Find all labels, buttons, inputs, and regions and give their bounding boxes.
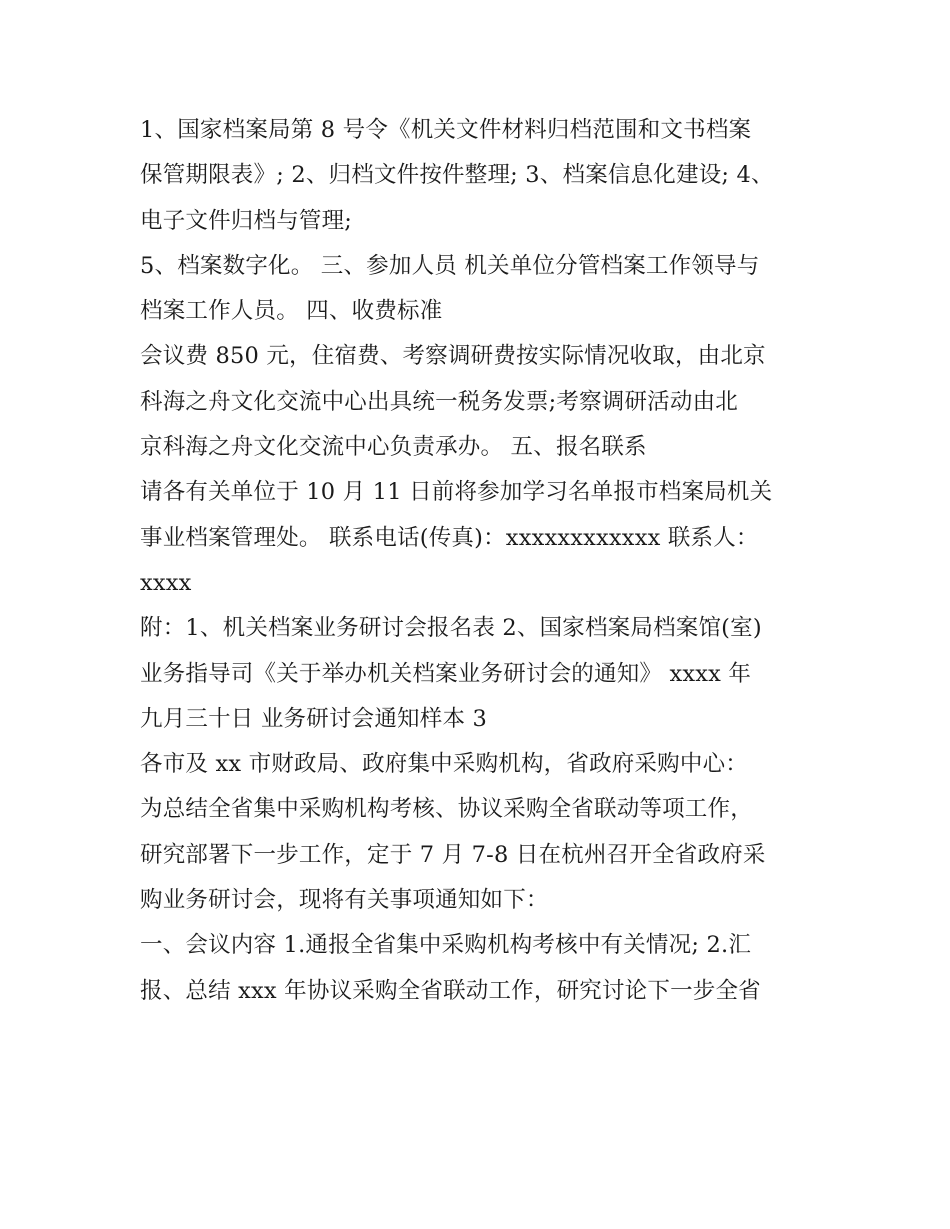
text-line: xxxx — [140, 569, 192, 596]
text-line: 电子文件归档与管理; — [140, 207, 353, 234]
text-line: 报、总结 xxx 年协议采购全省联动工作，研究讨论下一步全省 — [140, 977, 761, 1004]
text-line: 请各有关单位于 10 月 11 日前将参加学习名单报市档案局机关 — [140, 479, 773, 506]
text-line: 九月三十日 业务研讨会通知样本 3 — [140, 705, 488, 732]
text-line: 档案工作人员。 四、收费标准 — [140, 298, 443, 325]
document-body — [140, 108, 820, 1014]
text-line: 保管期限表》; 2、归档文件按件整理; 3、档案信息化建设; 4、 — [140, 162, 774, 189]
text-line: 1、国家档案局第 8 号令《机关文件材料归档范围和文书档案 — [140, 117, 752, 143]
text-line: 各市及 xx 市财政局、政府集中采购机构，省政府采购中心： — [140, 751, 748, 778]
text-line: 一、会议内容 1.通报全省集中采购机构考核中有关情况; 2.汇 — [140, 932, 752, 959]
text-line: 会议费 850 元，住宿费、考察调研费按实际情况收取，由北京 — [140, 343, 766, 370]
text-line: 为总结全省集中采购机构考核、协议采购全省联动等项工作， — [140, 796, 753, 823]
text-line: 购业务研讨会，现将有关事项通知如下： — [140, 887, 549, 914]
text-line: 京科海之舟文化交流中心负责承办。 五、报名联系 — [140, 434, 647, 461]
text-line: 事业档案管理处。 联系电话(传真)：xxxxxxxxxxxx 联系人： — [140, 524, 759, 551]
text-line: 研究部署下一步工作，定于 7 月 7-8 日在杭州召开全省政府采 — [140, 841, 766, 868]
text-line: 业务指导司《关于举办机关档案业务研讨会的通知》 xxxx 年 — [140, 660, 752, 687]
text-line: 5、档案数字化。 三、参加人员 机关单位分管档案工作领导与 — [140, 252, 760, 279]
text-line: 附：1、机关档案业务研讨会报名表 2、国家档案局档案馆(室) — [140, 615, 762, 642]
text-line: 科海之舟文化交流中心出具统一税务发票;考察调研活动由北 — [140, 388, 738, 415]
